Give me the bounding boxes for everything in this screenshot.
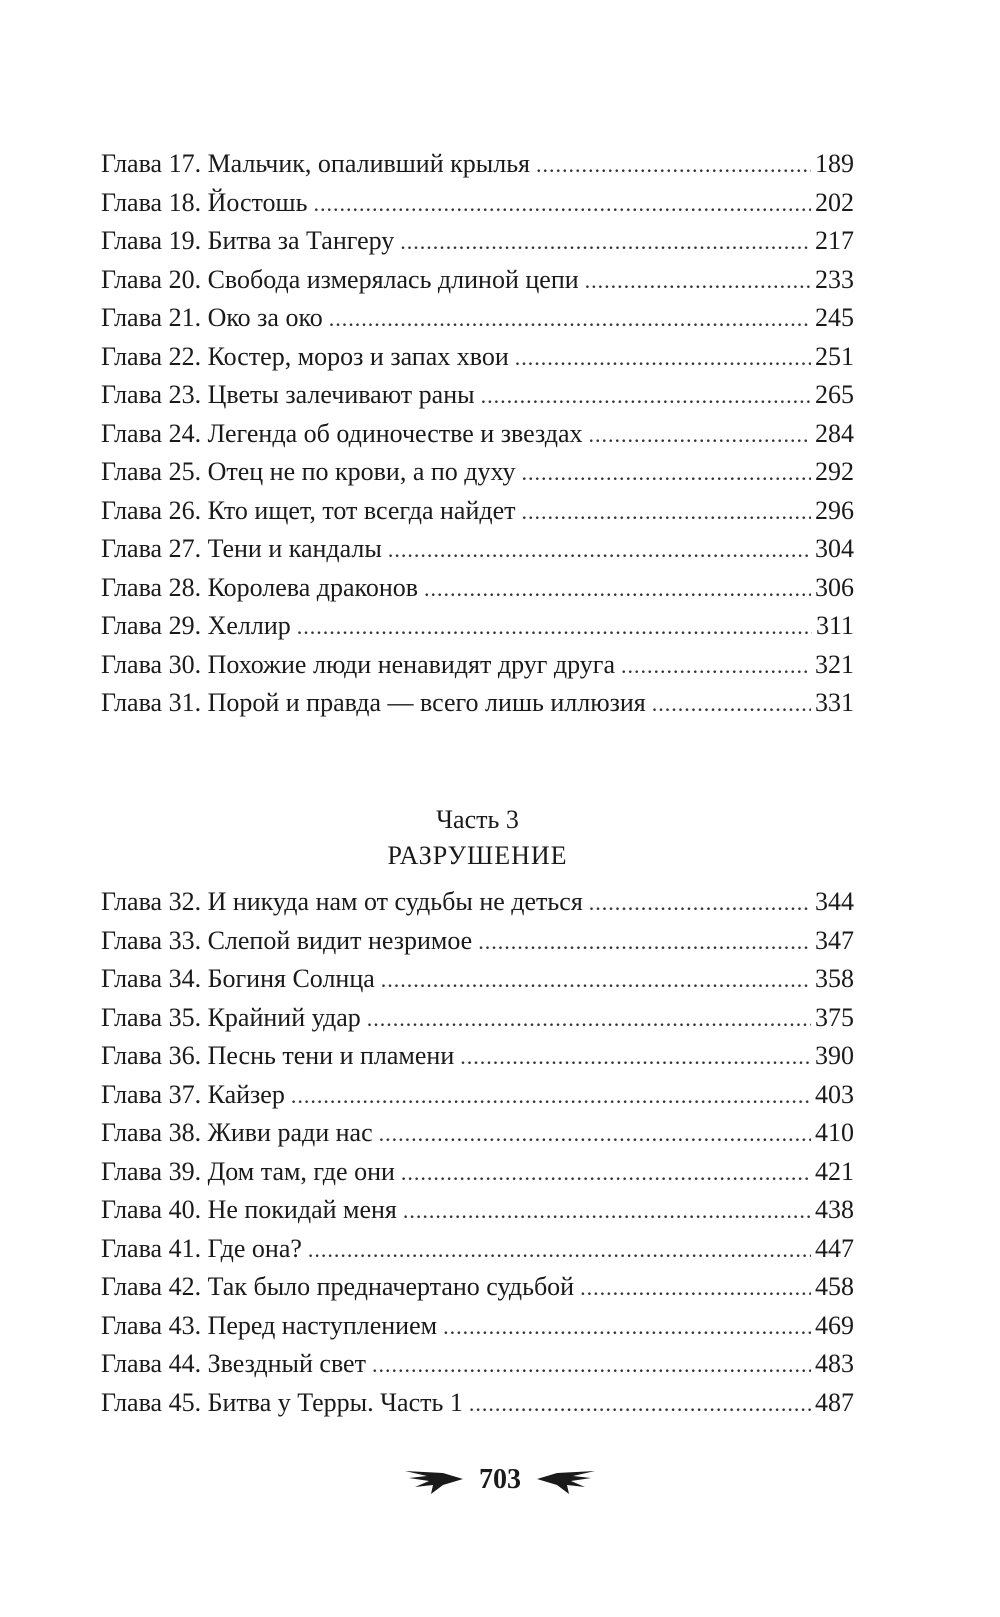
toc-dot-leader [308, 1231, 811, 1270]
toc-entry [101, 883, 854, 922]
toc-entry [101, 530, 854, 569]
toc-dot-leader [478, 923, 811, 962]
toc-chapter-title: Глава 24. Легенда об одиночестве и звездах [101, 418, 583, 448]
page-number: 703 [479, 1464, 521, 1495]
toc-chapter-title: Глава 36. Песнь тени и пламени [101, 1041, 455, 1070]
toc-entry [101, 492, 854, 531]
toc-dot-leader [443, 1308, 811, 1347]
toc-dot-leader [388, 531, 811, 570]
toc-part3-list [101, 883, 854, 1422]
toc-dot-leader [400, 223, 811, 262]
toc-chapter-title: Глава 19. Битва за Тангеру [101, 226, 395, 255]
part-title: РАЗРУШЕНИЕ [387, 841, 568, 870]
toc-chapter-title: Глава 22. Костер, мороз и запах хвои [101, 341, 509, 371]
toc-entry [101, 646, 854, 685]
toc-dot-leader [585, 262, 811, 301]
page-folio [0, 1462, 1000, 1498]
toc-chapter-title: Глава 45. Битва у Терры. Часть 1 [101, 1387, 463, 1417]
right-wing-icon [535, 1465, 597, 1495]
toc-entry [101, 299, 854, 338]
toc-dot-leader [381, 961, 811, 1000]
toc-dot-leader [367, 1000, 811, 1039]
toc-chapter-title: Глава 21. Око за око [101, 303, 323, 332]
toc-entry [101, 1230, 854, 1269]
toc-page-number: 311 [815, 611, 854, 640]
toc-dot-leader [481, 377, 811, 416]
toc-dot-leader [460, 1038, 811, 1077]
toc-entry [101, 415, 854, 454]
toc-entry [101, 145, 854, 184]
toc-chapter-title: Глава 43. Перед наступлением [101, 1310, 438, 1340]
toc-entry [101, 684, 854, 723]
toc-entry [101, 1384, 854, 1423]
toc-dot-leader [589, 884, 811, 923]
toc-dot-leader [379, 1115, 811, 1154]
toc-page-number: 304 [815, 534, 854, 563]
toc-entry [101, 338, 854, 377]
toc-chapter-title: Глава 35. Крайний удар [101, 1002, 361, 1032]
toc-entry [101, 960, 854, 999]
toc-dot-leader [621, 647, 811, 686]
toc-page-number: 189 [815, 149, 854, 178]
toc-page-number: 483 [815, 1349, 854, 1378]
toc-page-number: 458 [815, 1272, 854, 1301]
toc-page-number: 251 [815, 341, 854, 371]
toc-page-number: 202 [815, 187, 854, 217]
toc-entry [101, 261, 854, 300]
toc-page-number: 403 [815, 1079, 854, 1109]
toc-dot-leader [403, 1192, 811, 1231]
toc-chapter-title: Глава 39. Дом там, где они [101, 1156, 395, 1186]
toc-dot-leader [372, 1346, 811, 1385]
toc-page-number: 375 [815, 1002, 854, 1032]
toc-entry [101, 1037, 854, 1076]
toc-page-number: 421 [815, 1156, 854, 1186]
toc-entry [101, 1076, 854, 1115]
toc-page-number: 284 [815, 418, 854, 448]
toc-chapter-title: Глава 34. Богиня Солнца [101, 964, 375, 993]
toc-entry [101, 999, 854, 1038]
toc-page-number: 292 [815, 457, 854, 486]
toc-chapter-title: Глава 37. Кайзер [101, 1079, 285, 1109]
toc-entry [101, 1345, 854, 1384]
toc-page-number: 438 [815, 1195, 854, 1224]
toc-entry [101, 922, 854, 961]
toc-chapter-title: Глава 25. Отец не по крови, а по духу [101, 457, 516, 486]
toc-dot-leader [536, 146, 811, 185]
toc-entry [101, 1307, 854, 1346]
toc-dot-leader [522, 454, 811, 493]
toc-page-number: 217 [815, 226, 854, 255]
toc-entry [101, 376, 854, 415]
toc-page-number: 390 [815, 1041, 854, 1070]
toc-chapter-title: Глава 20. Свобода измерялась длиной цепи [101, 264, 579, 294]
toc-dot-leader [329, 300, 811, 339]
toc-chapter-title: Глава 26. Кто ищет, тот всегда найдет [101, 495, 516, 525]
toc-chapter-title: Глава 31. Порой и правда — всего лишь иллюзия [101, 688, 646, 717]
toc-dot-leader [469, 1385, 811, 1424]
toc-page-number: 265 [815, 380, 854, 409]
toc-entry [101, 184, 854, 223]
part-number: Часть 3 [436, 805, 519, 834]
toc-page-number: 447 [815, 1233, 854, 1263]
toc-page-number: 321 [815, 649, 854, 679]
toc-entry [101, 1191, 854, 1230]
toc-page-number: 233 [815, 264, 854, 294]
toc-dot-leader [297, 608, 812, 647]
toc-chapter-title: Глава 17. Мальчик, опаливший крылья [101, 149, 531, 178]
toc-entry [101, 1153, 854, 1192]
toc-part2-list [101, 145, 854, 723]
toc-chapter-title: Глава 30. Похожие люди ненавидят друг друга [101, 649, 615, 679]
toc-chapter-title: Глава 29. Хеллир [101, 611, 291, 640]
toc-page-number: 487 [815, 1387, 854, 1417]
toc-page-number: 347 [815, 925, 854, 955]
toc-page-number: 331 [815, 688, 854, 717]
toc-chapter-title: Глава 44. Звездный свет [101, 1349, 366, 1378]
toc-page-number: 306 [815, 572, 854, 602]
toc-page-number: 358 [815, 964, 854, 993]
toc-dot-leader [401, 1154, 811, 1193]
toc-entry [101, 453, 854, 492]
toc-entry [101, 1268, 854, 1307]
toc-page-number: 344 [815, 887, 854, 916]
toc-chapter-title: Глава 38. Живи ради нас [101, 1118, 373, 1147]
toc-chapter-title: Глава 42. Так было предначертано судьбой [101, 1272, 575, 1301]
toc-dot-leader [313, 185, 811, 224]
toc-page-number: 410 [815, 1118, 854, 1147]
toc-dot-leader [580, 1269, 811, 1308]
toc-entry [101, 569, 854, 608]
toc-dot-leader [424, 570, 811, 609]
toc-page-number: 296 [815, 495, 854, 525]
toc-dot-leader [522, 493, 811, 532]
toc-page-number: 245 [815, 303, 854, 332]
toc-chapter-title: Глава 23. Цветы залечивают раны [101, 380, 475, 409]
toc-chapter-title: Глава 28. Королева драконов [101, 572, 419, 602]
toc-entry [101, 607, 854, 646]
toc-entry [101, 222, 854, 261]
toc-chapter-title: Глава 27. Тени и кандалы [101, 534, 382, 563]
toc-chapter-title: Глава 18. Йостошь [101, 187, 308, 217]
toc-dot-leader [291, 1077, 811, 1116]
toc-page-number: 469 [815, 1310, 854, 1340]
toc-dot-leader [515, 339, 811, 378]
toc-chapter-title: Глава 41. Где она? [101, 1233, 302, 1263]
toc-dot-leader [652, 685, 811, 724]
toc-chapter-title: Глава 40. Не покидай меня [101, 1195, 397, 1224]
toc-chapter-title: Глава 33. Слепой видит незримое [101, 925, 473, 955]
toc-dot-leader [589, 416, 811, 455]
toc-entry [101, 1114, 854, 1153]
left-wing-icon [403, 1465, 465, 1495]
toc-chapter-title: Глава 32. И никуда нам от судьбы не деться [101, 887, 583, 916]
